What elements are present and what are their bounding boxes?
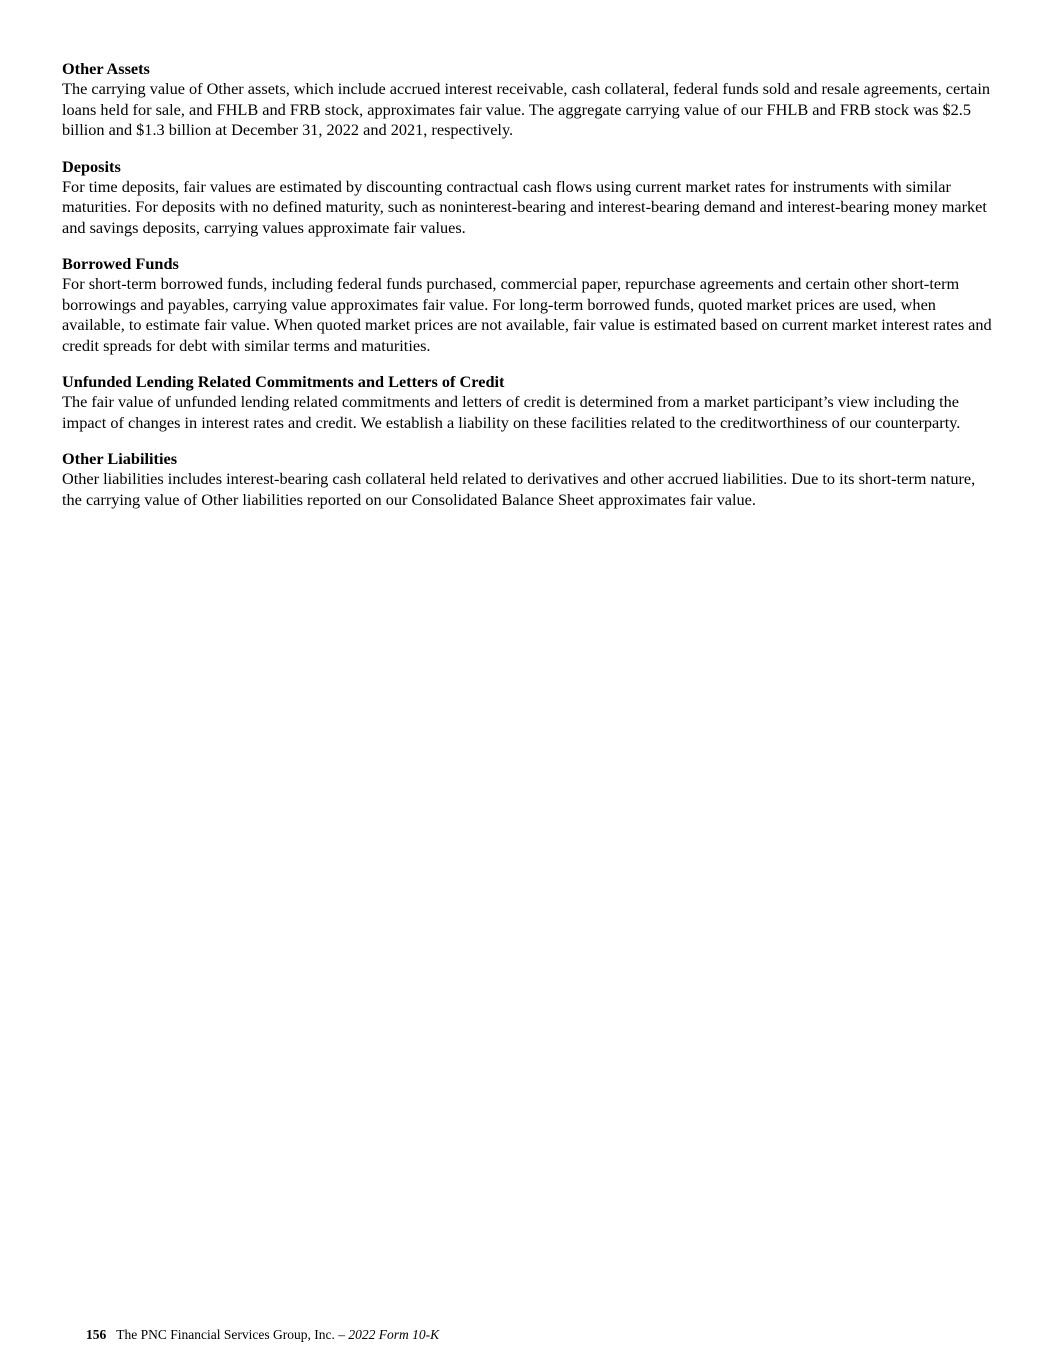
document-body [62,58,997,525]
section-heading: Deposits [62,156,121,176]
page-number: 156 [86,1327,107,1342]
section-unfunded-commitments [62,371,997,433]
section-paragraph: For short-term borrowed funds, including federal funds purchased, commercial paper, repurchase agreements and certain other short-term borrowings and payables, carrying value approximates fair value. For long-term borrowed funds, quoted market prices are used, when available, to estimate fair value. When quoted market prices are not available, fair value is estimated based on current market interest rates and credit spreads for debt with similar terms and maturities. [62,274,992,355]
section-other-assets [62,58,997,141]
company-name: The PNC Financial Services Group, Inc. – [116,1327,349,1342]
section-paragraph: For time deposits, fair values are estimated by discounting contractual cash flows using current market rates for instruments with similar maturities. For deposits with no defined maturity, such as noninterest-bearing and interest-bearing demand and interest-bearing money market and savings deposits, carrying values approximate fair values. [62,176,987,237]
section-heading: Borrowed Funds [62,254,179,273]
section-heading: Unfunded Lending Related Commitments and Letters of Credit [62,372,505,391]
section-paragraph: The carrying value of Other assets, which include accrued interest receivable, cash collateral, federal funds sold and resale agreements, certain loans held for sale, and FHLB and FRB stock, approximates fair value. The aggregate carrying value of our FHLB and FRB stock was $2.5 billion and $1.3 billion at December 31, 2022 and 2021, respectively. [62,79,991,139]
form-label: 2022 Form 10-K [348,1327,440,1342]
section-paragraph: The fair value of unfunded lending related commitments and letters of credit is determined from a market participant’s view including the impact of changes in interest rates and credit. We establish a liability on these facilities related to the creditworthiness of our counterparty. [62,392,961,432]
section-deposits [62,156,997,239]
section-heading: Other Liabilities [62,449,178,468]
page-footer [86,1326,439,1344]
section-other-liabilities [62,448,997,510]
section-borrowed-funds [62,253,997,356]
section-heading: Other Assets [62,59,150,78]
section-paragraph: Other liabilities includes interest-bearing cash collateral held related to derivatives and other accrued liabilities. Due to its short-term nature, the carrying value of Other liabilities reported on our Consolidated Balance Sheet approximates fair value. [62,469,976,509]
